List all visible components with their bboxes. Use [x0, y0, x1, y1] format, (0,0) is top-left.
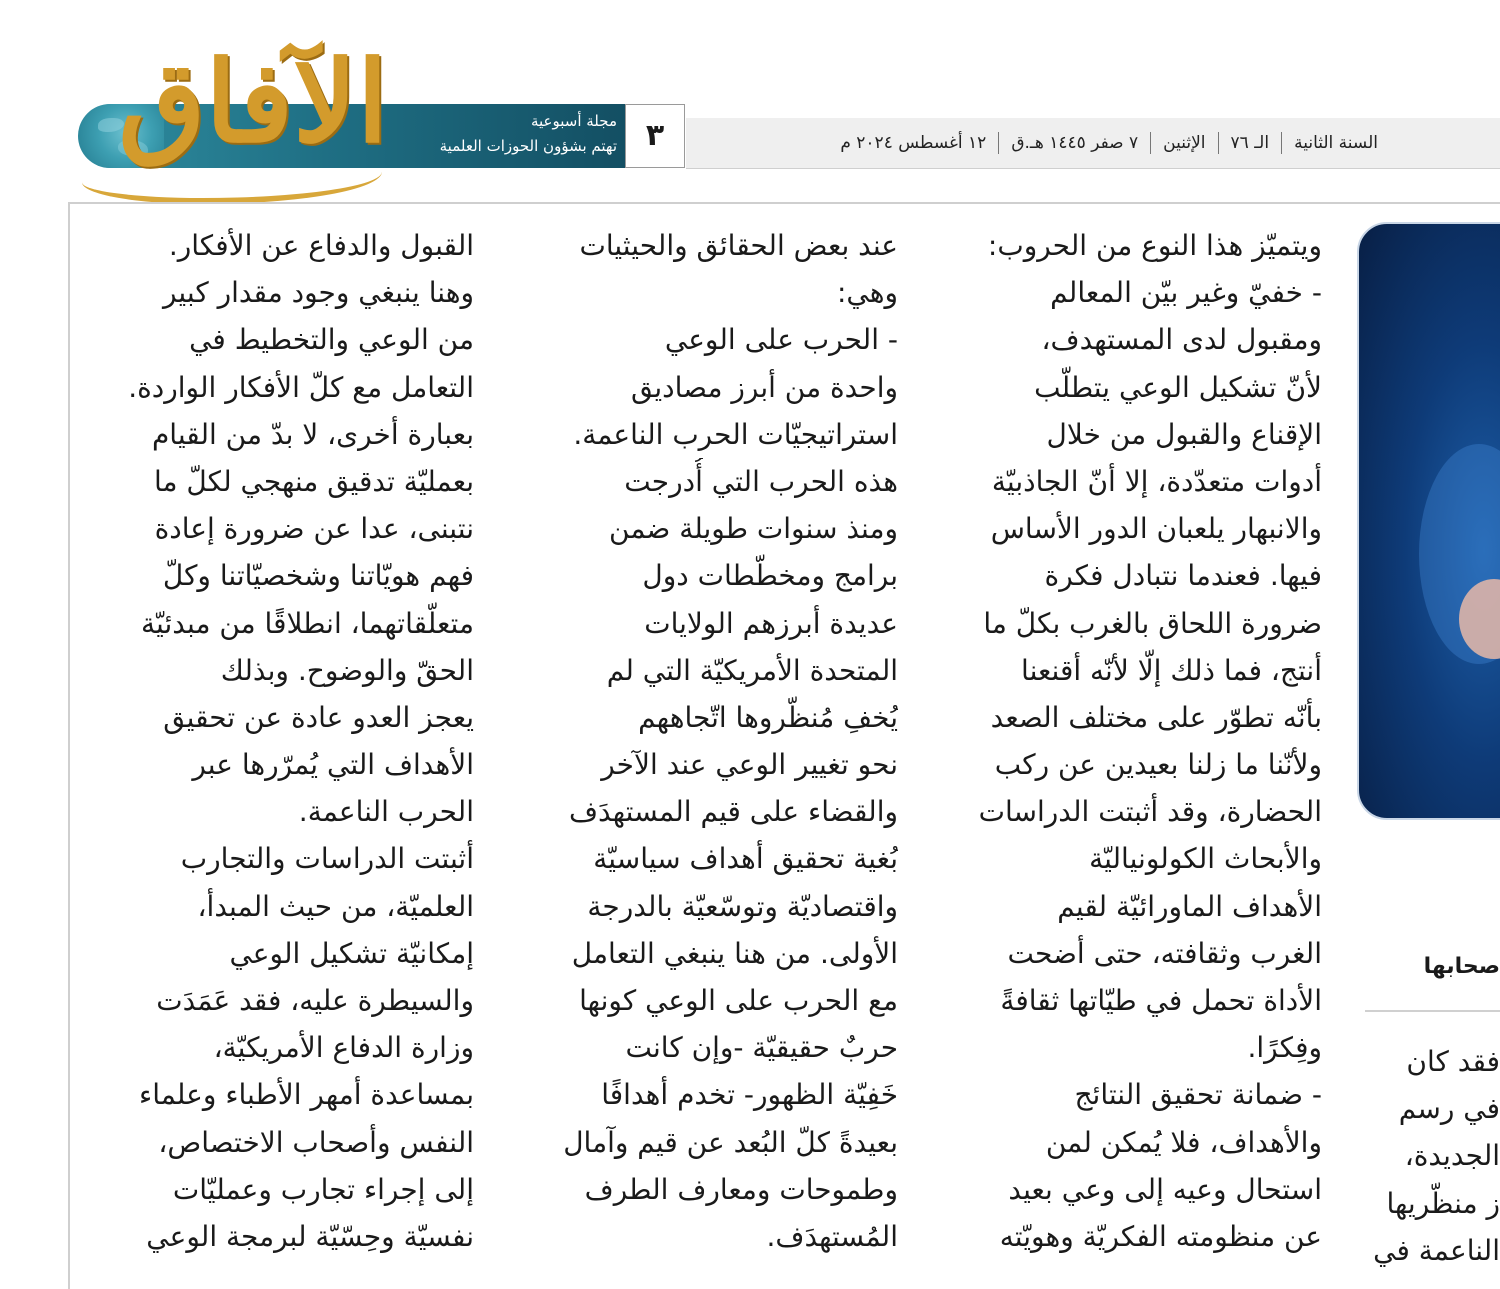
- caption-divider: [1365, 1010, 1500, 1012]
- article-line: - الحرب على الوعي: [664, 323, 898, 357]
- article-photo: [1357, 222, 1500, 820]
- photo-caption: صحابها: [1423, 954, 1500, 979]
- article-column-3: [92, 222, 474, 1260]
- article-line: والسيطرة عليه، فقد عَمَدَت: [156, 984, 474, 1017]
- article-line: مع الحرب على الوعي كونها: [579, 984, 898, 1017]
- issue-info-item: ١٢ أغسطس ٢٠٢٤ م: [840, 133, 987, 153]
- article-line: وهنا ينبغي وجود مقدار كبير: [162, 276, 474, 310]
- article-line: لأنّ تشكيل الوعي يتطلّب: [1034, 370, 1322, 404]
- article-line: متعلّقاتهما، انطلاقًا من مبدئيّة: [141, 606, 474, 640]
- article-line: عن منظومته الفكريّة وهويّته: [999, 1219, 1322, 1253]
- info-separator: [1218, 132, 1219, 154]
- article-line: النفس وأصحاب الاختصاص،: [158, 1125, 474, 1159]
- article-line: بمساعدة أمهر الأطباء وعلماء: [139, 1078, 474, 1112]
- info-separator: [998, 132, 999, 154]
- article-line: ز منظّريها: [1386, 1186, 1500, 1220]
- logo-wordmark: الآفاق: [118, 37, 388, 168]
- article-line: المتحدة الأمريكيّة التي لم: [606, 653, 898, 687]
- article-column-4-partial: [1365, 1038, 1500, 1274]
- article-line: نفسيّة وحِسّيّة لبرمجة الوعي: [146, 1219, 474, 1253]
- article-line: المُستهدَف.: [766, 1219, 898, 1253]
- article-line: الإقناع والقبول من خلال: [1046, 417, 1322, 451]
- article-line: الأهداف التي يُمرّرها عبر: [192, 748, 474, 782]
- article-line: - ضمانة تحقيق النتائج: [1074, 1078, 1322, 1112]
- article-line: بأنّه تطوّر على مختلف الصعد: [990, 700, 1322, 734]
- article-line: العلميّة، من حيث المبدأ،: [197, 889, 474, 923]
- issue-info-item: ٧ صفر ١٤٤٥ هـ.ق: [1011, 133, 1139, 153]
- article-line: ولأنّنا ما زلنا بعيدين عن ركب: [994, 748, 1322, 782]
- masthead: [0, 0, 1500, 200]
- issue-info-item: الإثنين: [1163, 133, 1206, 153]
- article-line: واقتصاديّة وتوسّعيّة بالدرجة: [587, 889, 898, 923]
- issue-info-item: السنة الثانية: [1294, 133, 1378, 153]
- article-line: بُغية تحقيق أهداف سياسيّة: [593, 842, 898, 876]
- article-line: فقد كان: [1406, 1045, 1500, 1078]
- article-column-2: [516, 222, 898, 1260]
- article-line: ضرورة اللحاق بالغرب بكلّ ما: [983, 606, 1322, 640]
- article-line: الحضارة، وقد أثبتت الدراسات: [978, 795, 1322, 829]
- article-line: وزارة الدفاع الأمريكيّة،: [213, 1031, 474, 1065]
- info-separator: [1150, 132, 1151, 154]
- article-line: الحقّ والوضوح. وبذلك: [220, 653, 474, 687]
- article-line: ومنذ سنوات طويلة ضمن: [609, 512, 898, 546]
- article-line: بعبارة أخرى، لا بدّ من القيام: [151, 417, 474, 451]
- article-line: بعيدةً كلّ البُعد عن قيم وآمال: [563, 1125, 898, 1159]
- article-line: فيها. فعندما نتبادل فكرة: [1044, 559, 1322, 593]
- article-line: وهي:: [836, 276, 898, 310]
- article-line: والانبهار يلعبان الدور الأساس: [990, 512, 1322, 546]
- article-line: هذه الحرب التي أُدرجت: [624, 464, 898, 498]
- issue-info-bar: [686, 118, 1500, 169]
- article-line: إمكانيّة تشكيل الوعي: [229, 936, 474, 970]
- article-line: الغرب وثقافته، حتى أضحت: [1007, 936, 1322, 970]
- article-line: إلى إجراء تجارب وعمليّات: [172, 1172, 474, 1206]
- article-line: الأداة تحمل في طيّاتها ثقافةً: [1000, 984, 1322, 1017]
- article-line: والأهداف، فلا يُمكن لمن: [1045, 1125, 1322, 1159]
- article-line: الجديدة،: [1404, 1139, 1500, 1173]
- article-line: من الوعي والتخطيط في: [189, 323, 474, 357]
- article-line: - خفيّ وغير بيّن المعالم: [1050, 276, 1322, 310]
- article-line: وطموحات ومعارف الطرف: [584, 1172, 898, 1206]
- article-line: في رسم: [1398, 1092, 1500, 1126]
- article-line: حربٌ حقيقيّة -وإن كانت: [625, 1031, 898, 1065]
- article-line: فهم هويّاتنا وشخصيّاتنا وكلّ: [162, 559, 474, 593]
- info-separator: [1281, 132, 1282, 154]
- article-line: أثبتت الدراسات والتجارب: [180, 842, 474, 876]
- article-line: برامج ومخطّطات دول: [642, 559, 898, 593]
- article-line: يُخفِ مُنظّروها اتّجاههم: [638, 700, 898, 734]
- article-line: واحدة من أبرز مصاديق: [631, 370, 898, 404]
- article-column-1: [940, 222, 1322, 1260]
- article-line: عديدة أبرزهم الولايات: [644, 606, 898, 640]
- article-line: ويتميّز هذا النوع من الحروب:: [987, 229, 1322, 262]
- page-number: ٣: [625, 104, 685, 168]
- article-line: ومقبول لدى المستهدف،: [1041, 323, 1322, 357]
- article-line: استراتيجيّات الحرب الناعمة.: [573, 417, 898, 451]
- article-line: الحرب الناعمة.: [298, 795, 474, 829]
- article-line: التعامل مع كلّ الأفكار الواردة.: [128, 370, 474, 404]
- article-line: الأولى. من هنا ينبغي التعامل: [571, 936, 898, 970]
- article-line: الناعمة في: [1373, 1233, 1500, 1267]
- article-line: والأبحاث الكولونياليّة: [1089, 842, 1322, 876]
- issue-info-items: [828, 118, 1390, 168]
- article-line: عند بعض الحقائق والحيثيات: [579, 229, 898, 262]
- issue-info-item: الـ ٧٦: [1230, 133, 1270, 153]
- article-line: والقضاء على قيم المستهدَف: [568, 795, 898, 829]
- article-line: نحو تغيير الوعي عند الآخر: [601, 748, 898, 782]
- article-line: أنتج، فما ذلك إلّا لأنّه أقنعنا: [1021, 653, 1322, 687]
- article-line: الأهداف الماورائيّة لقيم: [1057, 889, 1322, 923]
- article-line: بعمليّة تدقيق منهجي لكلّ ما: [154, 464, 474, 498]
- article-line: يعجز العدو عادة عن تحقيق: [163, 700, 474, 734]
- article-line: استحال وعيه إلى وعي بعيد: [1008, 1172, 1322, 1206]
- article-line: نتبنى، عدا عن ضرورة إعادة: [154, 512, 474, 546]
- article-line: القبول والدفاع عن الأفكار.: [168, 229, 474, 262]
- article-line: خَفِيّة الظهور- تخدم أهدافًا: [601, 1078, 898, 1112]
- article-line: أدوات متعدّدة، إلا أنّ الجاذبيّة: [991, 464, 1322, 498]
- logo-subtitle-line2: تهتم بشؤون الحوزات العلمية: [439, 137, 617, 155]
- article-line: وفِكرًا.: [1247, 1031, 1322, 1065]
- logo-subtitle-line1: مجلة أسبوعية: [530, 112, 617, 130]
